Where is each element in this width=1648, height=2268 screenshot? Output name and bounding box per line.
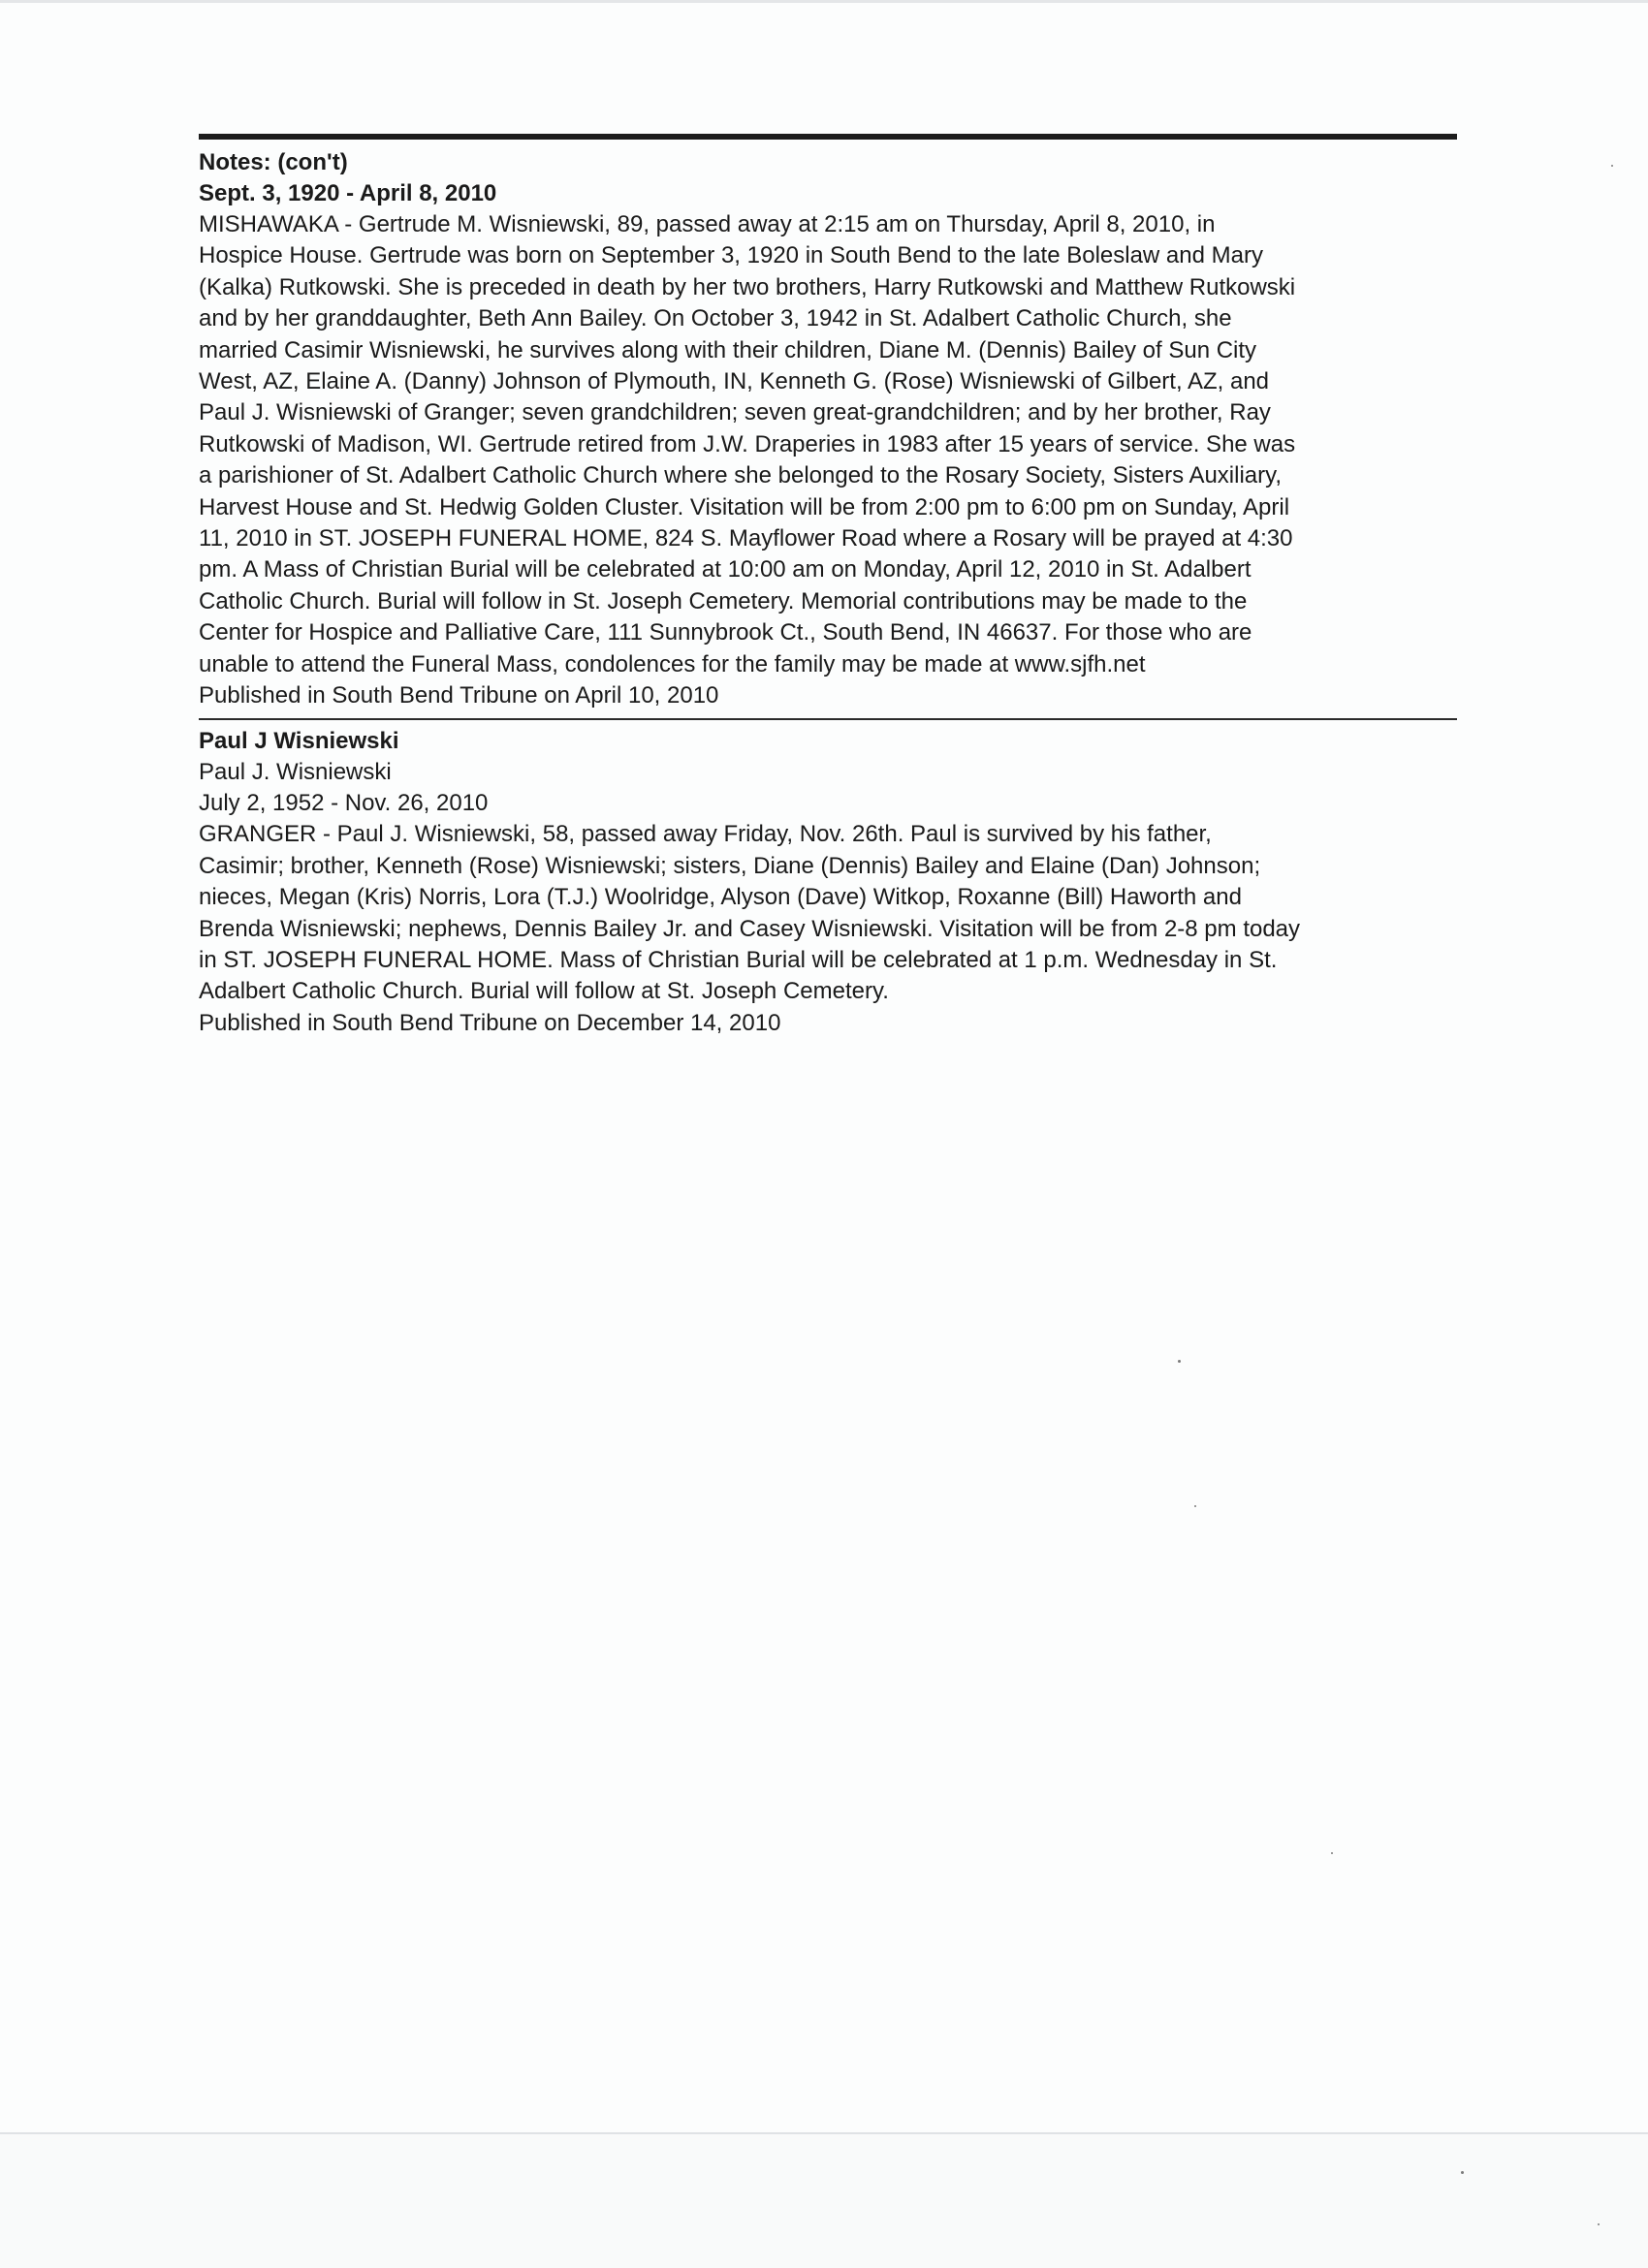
document-content [199,134,1457,1039]
obituary-line: married Casimir Wisniewski, he survives along with their children, Diane M. (Dennis) Bailey of Sun City [199,336,1257,363]
obituary-line: (Kalka) Rutkowski. She is preceded in death by her two brothers, Harry Rutkowski and Matthew Rutkowski [199,273,1296,300]
obituary-line: Casimir; brother, Kenneth (Rose) Wisniewski; sisters, Diane (Dennis) Bailey and Elaine (Dan) Johnson; [199,852,1261,879]
obituary-line: MISHAWAKA - Gertrude M. Wisniewski, 89, passed away at 2:15 am on Thursday, April 8, 2010, in [199,211,1216,237]
obituary-line: Paul J. Wisniewski of Granger; seven grandchildren; seven great-grandchildren; and by her brother, Ray [199,399,1271,426]
obituary-line: GRANGER - Paul J. Wisniewski, 58, passed away Friday, Nov. 26th. Paul is survived by his father, [199,821,1212,848]
notes-heading: Notes: (con't) [199,149,348,175]
obituary-line: West, AZ, Elaine A. (Danny) Johnson of Plymouth, IN, Kenneth G. (Rose) Wisniewski of Gilbert, AZ, and [199,368,1270,395]
paul-entry-title: Paul J Wisniewski [199,727,399,754]
scan-speck [1598,2223,1600,2225]
obituary-line: unable to attend the Funeral Mass, condolences for the family may be made at www.sjfh.net [199,650,1146,677]
section-divider [199,718,1457,720]
top-divider [199,134,1457,140]
scan-speck [1331,1852,1333,1854]
gertrude-obituary [199,209,1457,712]
gertrude-dates: Sept. 3, 1920 - April 8, 2010 [199,180,497,206]
obituary-line: Harvest House and St. Hedwig Golden Cluster. Visitation will be from 2:00 pm to 6:00 pm on Sunday, April [199,493,1290,520]
obituary-line: a parishioner of St. Adalbert Catholic Church where she belonged to the Rosary Society, Sisters Auxiliary, [199,462,1283,489]
obituary-line: Rutkowski of Madison, WI. Gertrude retired from J.W. Draperies in 1983 after 15 years of service. She was [199,430,1296,457]
scan-bottom-edge [0,2132,1648,2268]
page-top-edge [0,0,1648,3]
obituary-line: Hospice House. Gertrude was born on September 3, 1920 in South Bend to the late Boleslaw and Mary [199,242,1263,269]
obituary-line: Center for Hospice and Palliative Care, 111 Sunnybrook Ct., South Bend, IN 46637. For those who are [199,619,1252,646]
obituary-line: in ST. JOSEPH FUNERAL HOME. Mass of Christian Burial will be celebrated at 1 p.m. Wednesday in St. [199,946,1278,973]
scan-speck [1611,165,1613,167]
obituary-line: nieces, Megan (Kris) Norris, Lora (T.J.) Woolridge, Alyson (Dave) Witkop, Roxanne (Bill) Haworth and [199,884,1242,911]
publication-line: Published in South Bend Tribune on December 14, 2010 [199,1009,781,1036]
paul-dates: July 2, 1952 - Nov. 26, 2010 [199,789,489,816]
obituary-line: pm. A Mass of Christian Burial will be celebrated at 10:00 am on Monday, April 12, 2010 in St. Adalbert [199,556,1252,583]
scan-speck [1194,1505,1196,1507]
obituary-line: Adalbert Catholic Church. Burial will follow at St. Joseph Cemetery. [199,978,889,1005]
publication-line: Published in South Bend Tribune on April 10, 2010 [199,682,719,709]
paul-name: Paul J. Wisniewski [199,758,392,785]
obituary-line: and by her granddaughter, Beth Ann Bailey. On October 3, 1942 in St. Adalbert Catholic Church, she [199,305,1232,332]
scan-speck [1461,2171,1464,2174]
obituary-line: 11, 2010 in ST. JOSEPH FUNERAL HOME, 824 S. Mayflower Road where a Rosary will be prayed at 4:30 [199,525,1293,552]
scan-speck [1178,1360,1181,1363]
paul-obituary [199,819,1457,1039]
obituary-line: Brenda Wisniewski; nephews, Dennis Bailey Jr. and Casey Wisniewski. Visitation will be from 2-8 pm today [199,915,1301,942]
obituary-line: Catholic Church. Burial will follow in St. Joseph Cemetery. Memorial contributions may be made to the [199,587,1248,614]
